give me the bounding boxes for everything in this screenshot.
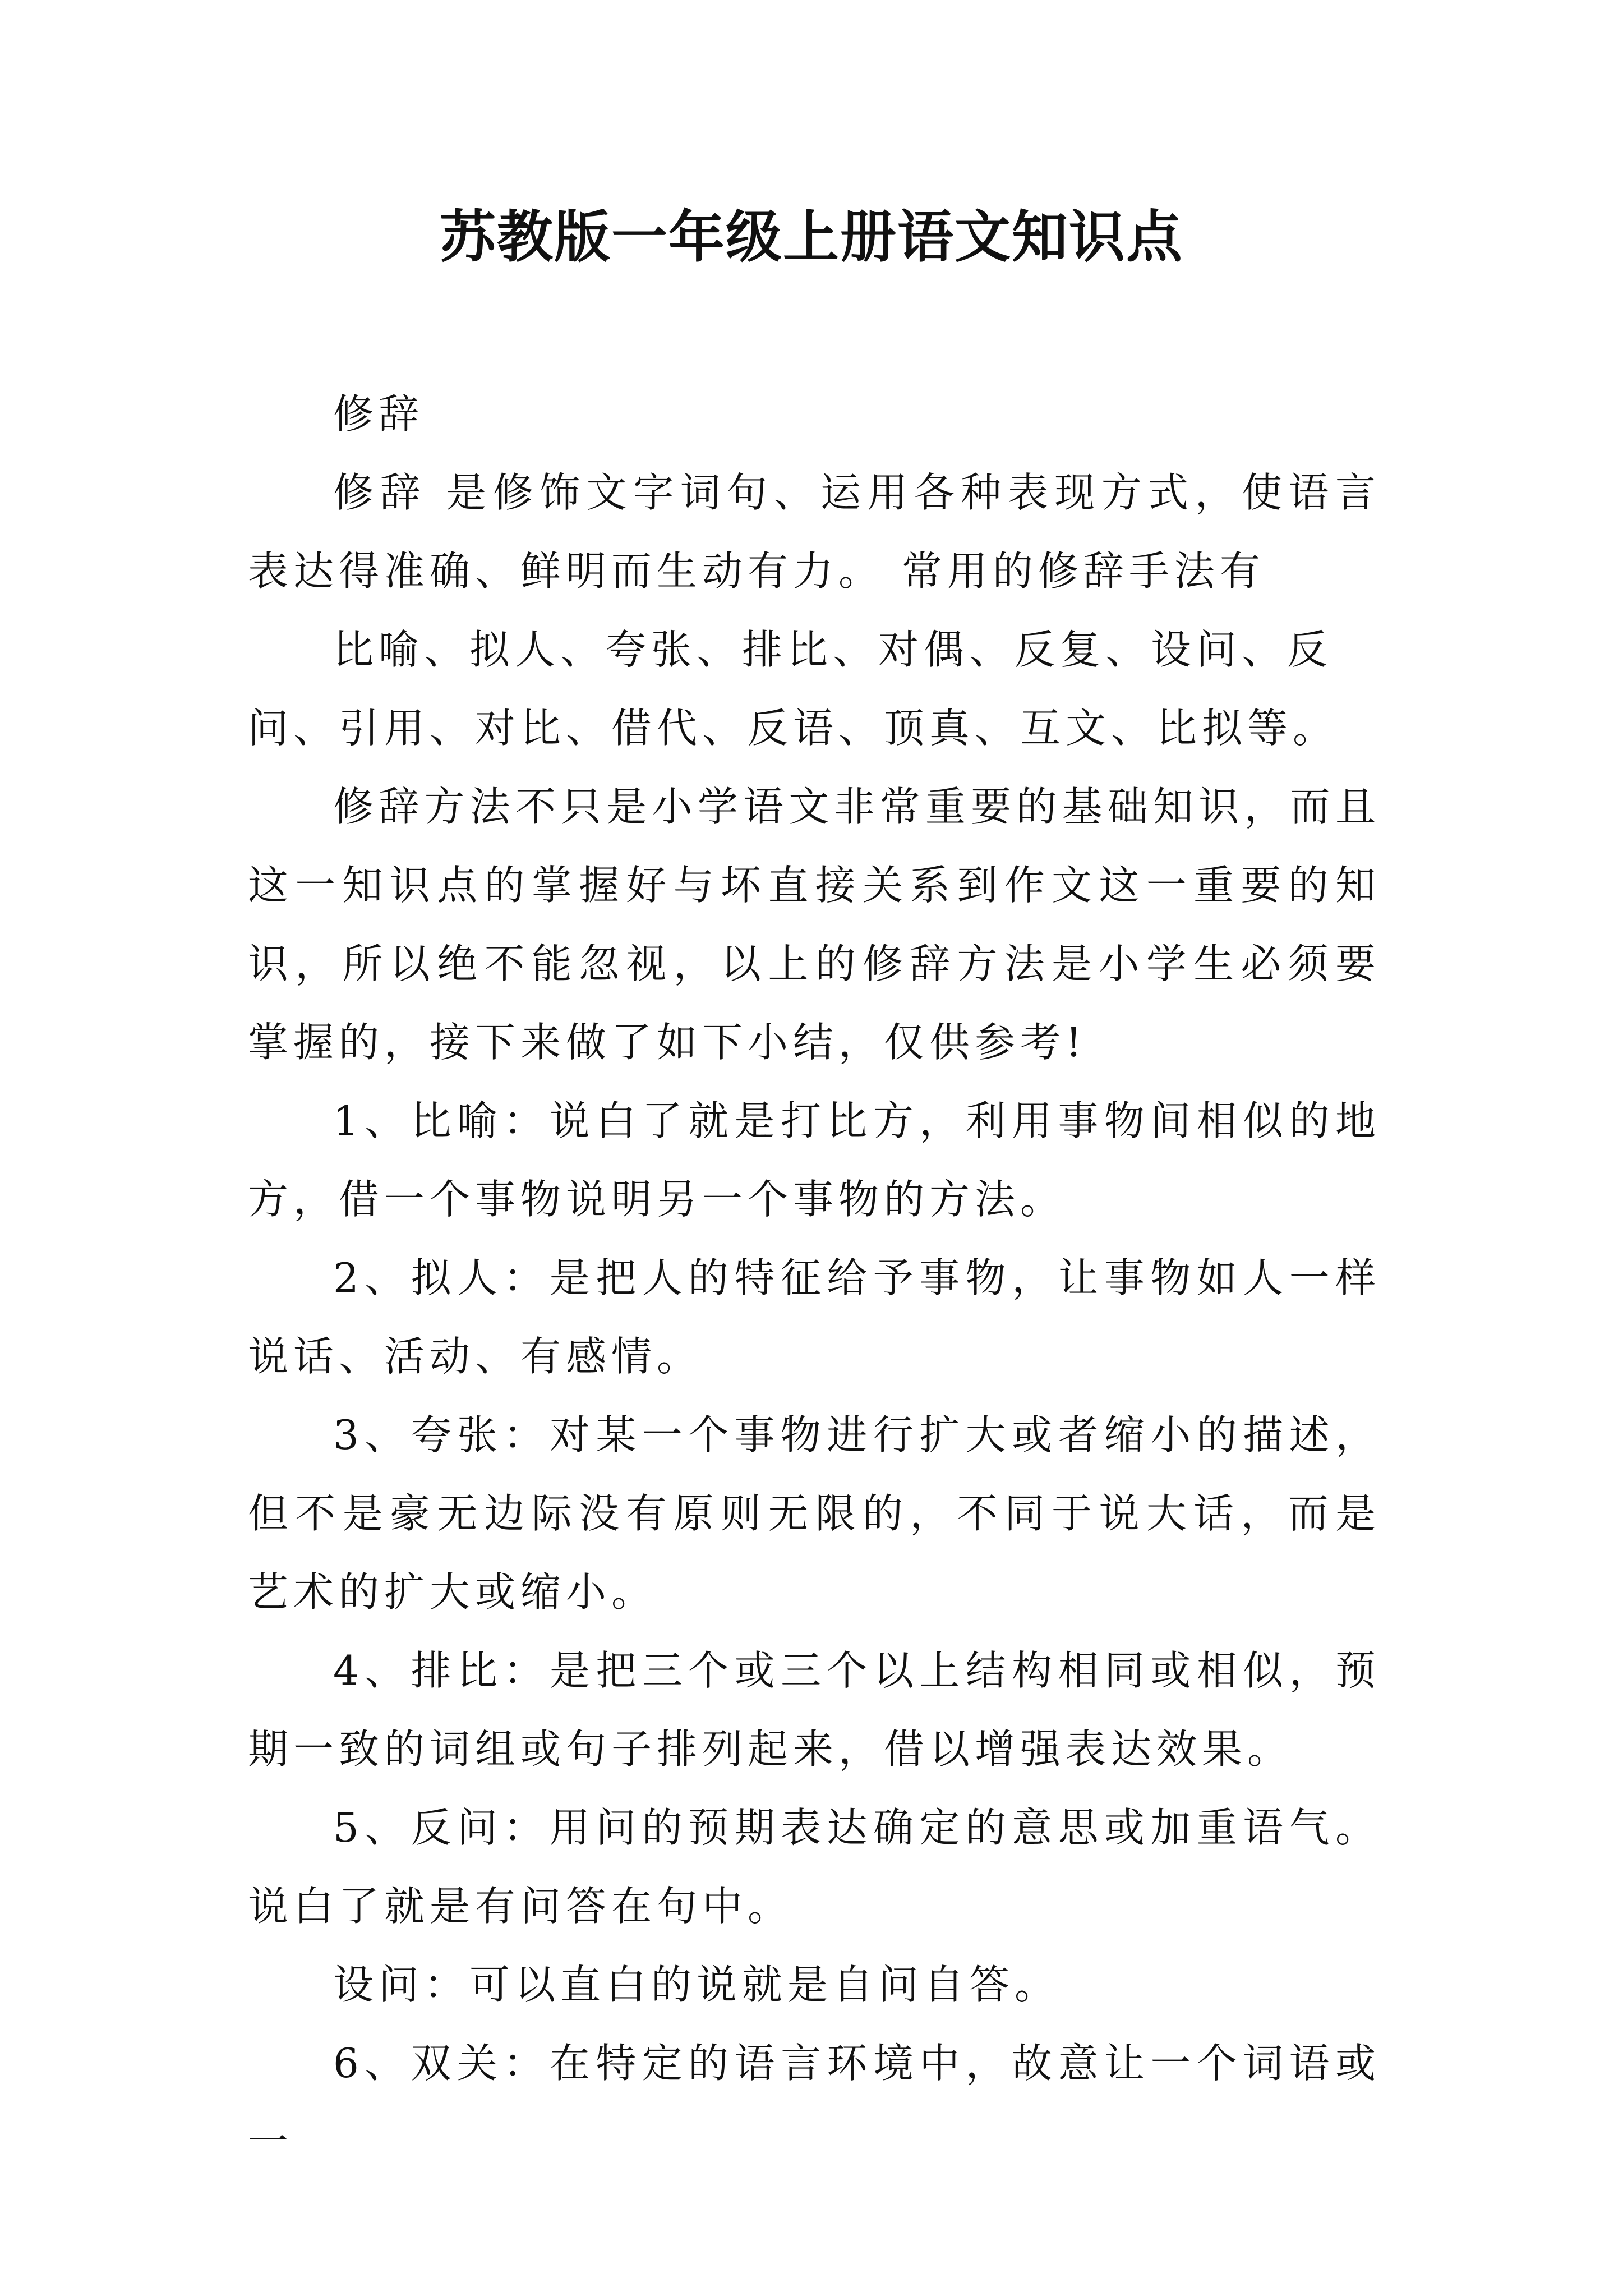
- document-title: 苏教版一年级上册语文知识点: [440, 204, 1183, 270]
- document-body: [248, 375, 1381, 2181]
- paragraph-self-question: 设问：可以直白的说就是自问自答。: [333, 1961, 1061, 2008]
- paragraph-pun: 6、双关：在特定的语言环境中，故意让一个词语或一: [248, 2040, 1381, 2165]
- paragraph-heading-rhetoric: 修辞: [333, 390, 425, 438]
- paragraph-definition: 修辞 是修饰文字词句、运用各种表现方式，使语言表达得准确、鲜明而生动有力。 常用的修辞手法有: [248, 469, 1381, 595]
- paragraph-parallelism: 4、排比：是把三个或三个以上结构相同或相似，预期一致的词组或句子排列起来，借以增强表达效果。: [248, 1647, 1381, 1773]
- paragraph-importance: 修辞方法不只是小学语文非常重要的基础知识，而且这一知识点的掌握好与坏直接关系到作文这一重要的知识，所以绝不能忽视，以上的修辞方法是小学生必须要掌握的，接下来做了如下小结，仅供参考!: [248, 783, 1381, 1066]
- paragraph-metaphor: 1、比喻：说白了就是打比方，利用事物间相似的地方，借一个事物说明另一个事物的方法。: [248, 1097, 1381, 1223]
- paragraph-technique-list: 比喻、拟人、夸张、排比、对偶、反复、设问、反问、引用、对比、借代、反语、顶真、互文、比拟等。: [248, 626, 1339, 752]
- paragraph-exaggeration: 3、夸张：对某一个事物进行扩大或者缩小的描述，但不是豪无边际没有原则无限的，不同于说大话，而是艺术的扩大或缩小。: [248, 1411, 1381, 1616]
- paragraph-rhetorical-question: 5、反问：用问的预期表达确定的意思或加重语气。说白了就是有问答在句中。: [248, 1804, 1381, 1930]
- paragraph-personification: 2、拟人：是把人的特征给予事物，让事物如人一样说话、活动、有感情。: [248, 1254, 1381, 1380]
